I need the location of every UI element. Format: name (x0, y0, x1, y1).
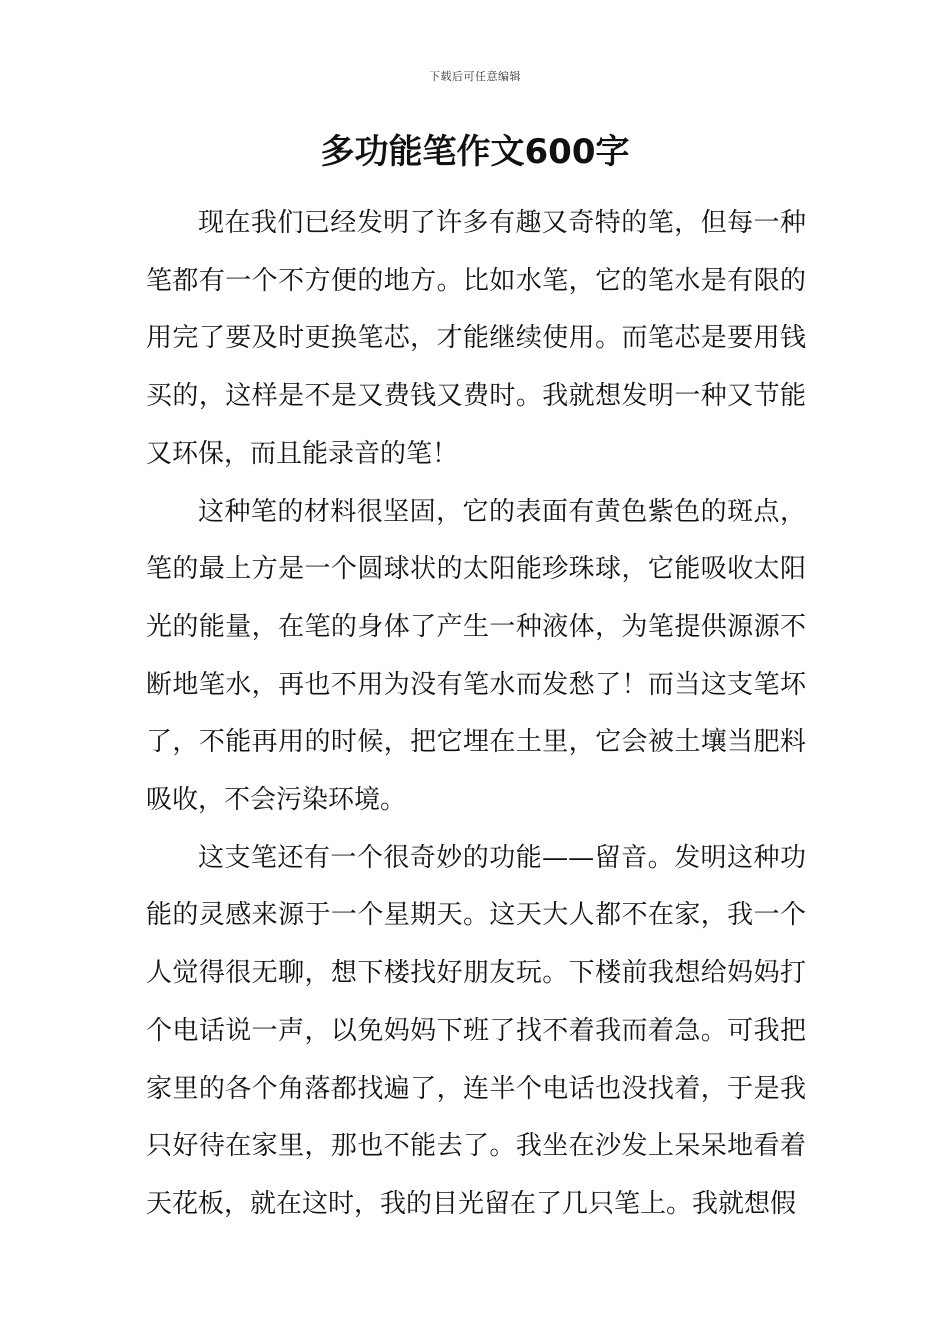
paragraph: 现在我们已经发明了许多有趣又奇特的笔，但每一种笔都有一个不方便的地方。比如水笔，它的笔水是有限的用完了要及时更换笔芯，才能继续使用。而笔芯是要用钱买的，这样是不是又费钱又费时。我就想发明一种又节能又环保，而且能录音的笔！ (146, 208, 806, 469)
paragraph: 这种笔的材料很坚固，它的表面有黄色紫色的斑点，笔的最上方是一个圆球状的太阳能珍珠球，它能吸收太阳光的能量，在笔的身体了产生一种液体，为笔提供源源不断地笔水，再也不用为没有笔水而发愁了！而当这支笔坏了，不能再用的时候，把它埋在土里，它会被土壤当肥料吸收，不会污染环境。 (146, 496, 806, 816)
document-body (146, 195, 806, 1234)
document-title: 多功能笔作文600字 (320, 132, 630, 172)
header-note: 下载后可任意编辑 (429, 70, 521, 83)
paragraph: 这支笔还有一个很奇妙的功能——留音。发明这种功能的灵感来源于一个星期天。这天大人都不在家，我一个人觉得很无聊，想下楼找好朋友玩。下楼前我想给妈妈打个电话说一声，以免妈妈下班了找不着我而着急。可我把家里的各个角落都找遍了，连半个电话也没找着，于是我只好待在家里，那也不能去了。我坐在沙发上呆呆地看着天花板，就在这时，我的目光留在了几只笔上。我就想假 (146, 842, 806, 1219)
